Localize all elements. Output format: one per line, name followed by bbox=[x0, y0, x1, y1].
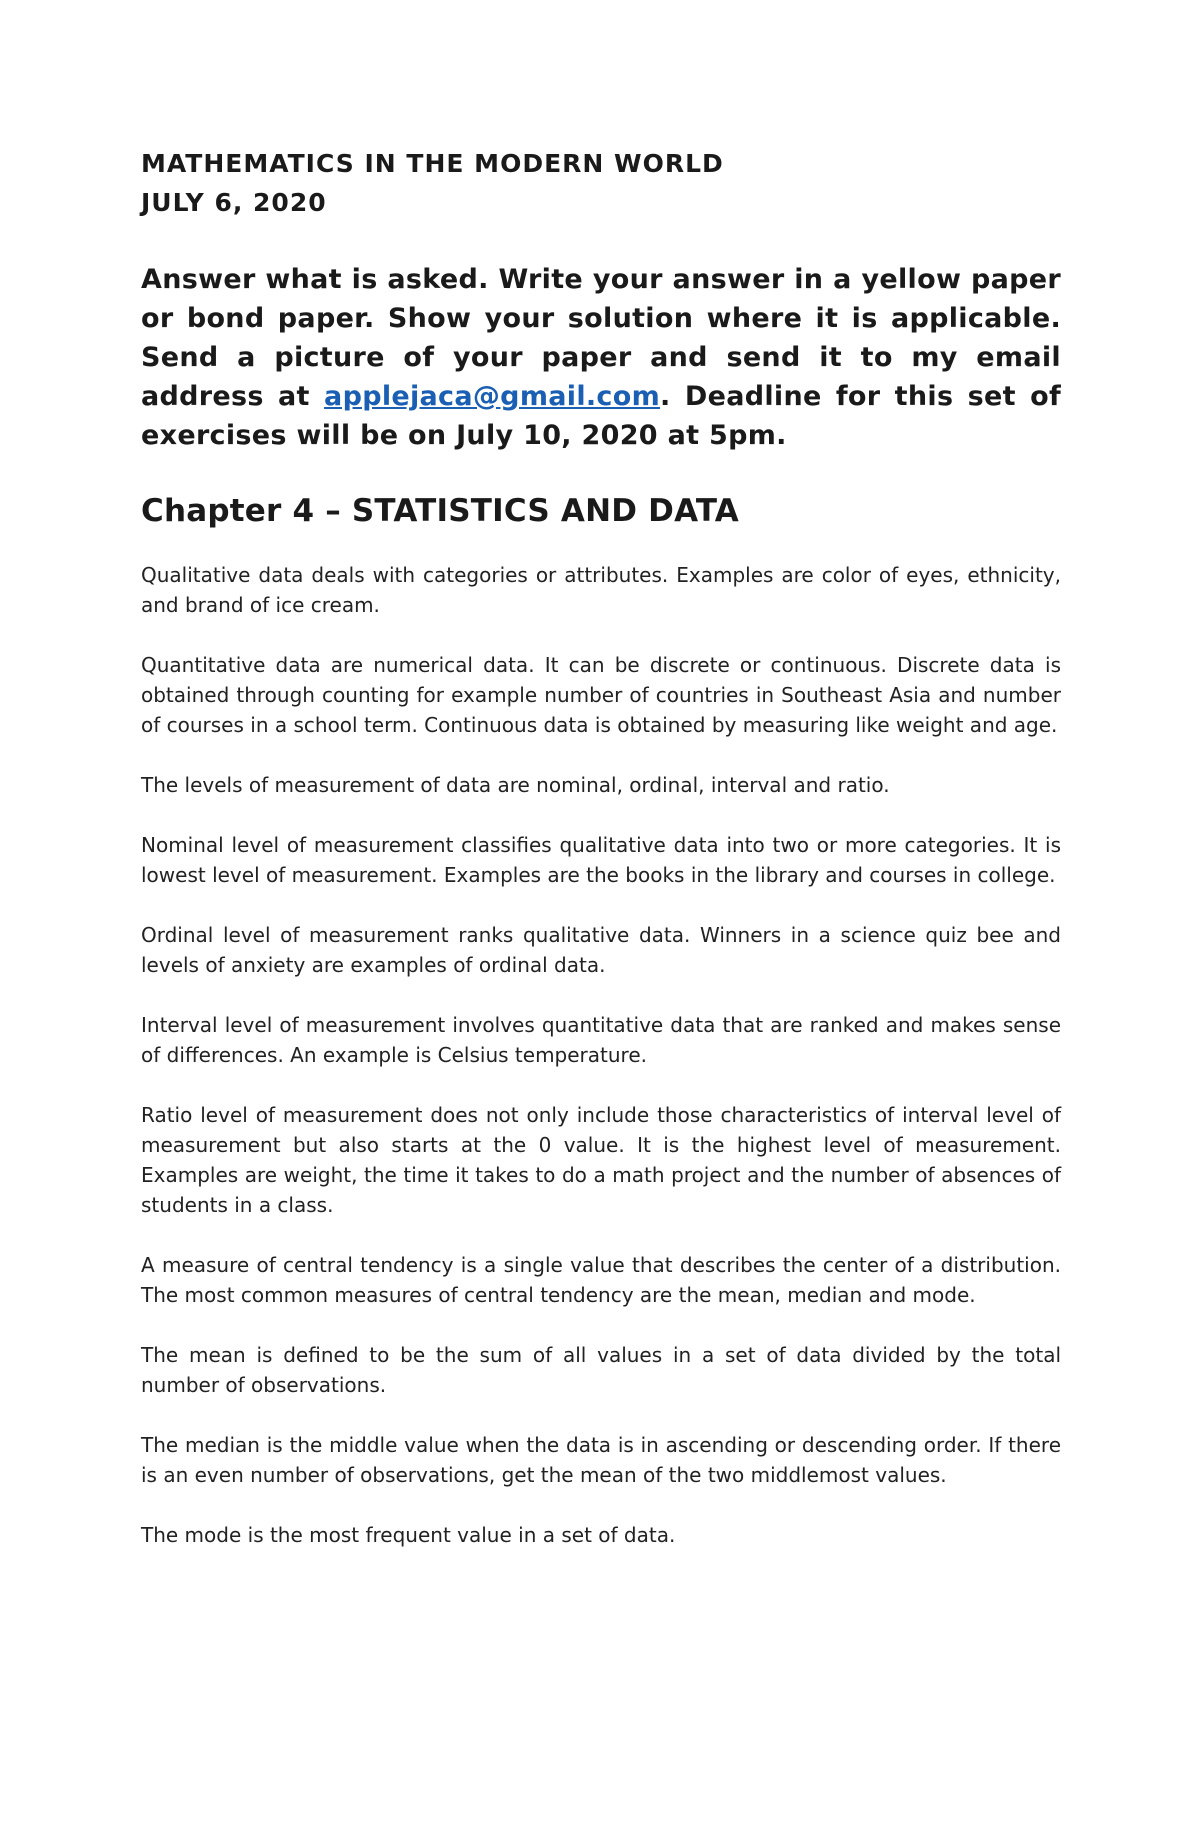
document-date: JULY 6, 2020 bbox=[141, 188, 327, 217]
chapter-body bbox=[141, 560, 1061, 1550]
instructions-text-before-link: Answer what is asked. Write your answer in a yellow paper or bond paper. Show your solution where it is applicable. Send a picture of your paper and send it to my email address at bbox=[141, 264, 1061, 412]
paragraph-quantitative-data: Quantitative data are numerical data. It can be discrete or continuous. Discrete data is obtained through counting for example number of countries in Southeast Asia and number of courses in a school term. Continuous data is obtained by measuring like weight and age. bbox=[141, 653, 1061, 737]
chapter-title: Chapter 4 – STATISTICS AND DATA bbox=[141, 493, 740, 529]
paragraph-interval-level: Interval level of measurement involves quantitative data that are ranked and makes sense of differences. An example is Celsius temperature. bbox=[141, 1013, 1061, 1067]
instructions bbox=[141, 260, 1061, 455]
paragraph-qualitative-data: Qualitative data deals with categories or attributes. Examples are color of eyes, ethnicity, and brand of ice cream. bbox=[141, 563, 1061, 617]
paragraph-levels-of-measurement: The levels of measurement of data are nominal, ordinal, interval and ratio. bbox=[141, 773, 890, 797]
instructions-text-after-link: . Deadline for this set of exercises will be on July 10, 2020 at 5pm. bbox=[141, 381, 1061, 451]
paragraph-ratio-level: Ratio level of measurement does not only include those characteristics of interval level of measurement but also starts at the 0 value. It is the highest level of measurement. Examples are weight, the time it takes to do a math project and the number of absences of students in a class. bbox=[141, 1103, 1061, 1217]
course-title: MATHEMATICS IN THE MODERN WORLD bbox=[141, 149, 724, 178]
paragraph-nominal-level: Nominal level of measurement classifies qualitative data into two or more categories. It is lowest level of measurement. Examples are the books in the library and courses in college. bbox=[141, 833, 1061, 887]
paragraph-central-tendency: A measure of central tendency is a single value that describes the center of a distribution. The most common measures of central tendency are the mean, median and mode. bbox=[141, 1253, 1061, 1307]
paragraph-median: The median is the middle value when the data is in ascending or descending order. If there is an even number of observations, get the mean of the two middlemost values. bbox=[141, 1433, 1061, 1487]
document-page bbox=[141, 144, 1061, 1580]
email-link[interactable]: applejaca@gmail.com bbox=[324, 381, 661, 412]
paragraph-mode: The mode is the most frequent value in a set of data. bbox=[141, 1523, 676, 1547]
paragraph-ordinal-level: Ordinal level of measurement ranks qualitative data. Winners in a science quiz bee and levels of anxiety are examples of ordinal data. bbox=[141, 923, 1061, 977]
paragraph-mean: The mean is defined to be the sum of all values in a set of data divided by the total number of observations. bbox=[141, 1343, 1061, 1397]
